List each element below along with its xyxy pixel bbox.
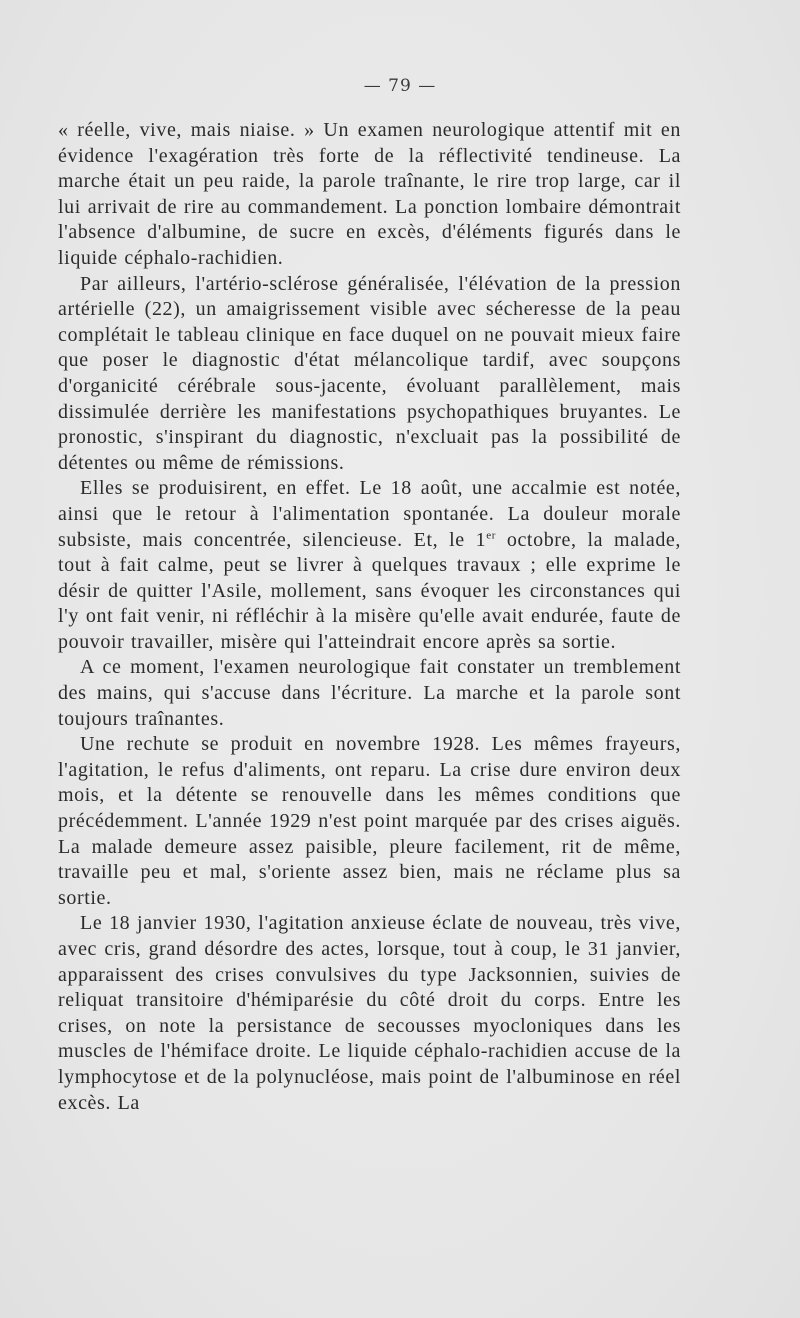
ordinal-superscript: er <box>486 528 496 541</box>
page-number: — 79 — <box>363 76 437 96</box>
paragraph-6: Le 18 janvier 1930, l'agitation anxieuse éclate de nouveau, très vive, avec cris, grand désordre des actes, lorsque, tout à coup, le 31 janvier, apparaissent des crises convulsives du type Jacksonnien, suivies de reliquat transitoire d'hémiparésie du côté droit du corps. Entre les crises, on note la persistance de secousses myocloniques dans les muscles de l'hémiface droite. Le liquide céphalo-rachidien accuse de la lymphocytose et de la polynucléose, mais point de l'albuminose en réel excès. La <box>58 912 681 1114</box>
paragraph-1: « réelle, vive, mais niaise. » Un examen neurologique attentif mit en évidence l'exagération très forte de la réflectivité tendineuse. La marche était un peu raide, la parole traînante, le rire trop large, car il lui arrivait de rire au commandement. La ponction lombaire démontrait l'absence d'albumine, de sucre en excès, d'éléments figurés dans le liquide céphalo-rachidien. <box>58 119 681 269</box>
paragraph-3-part-1: Elles se produisirent, en effet. Le 18 août, une accalmie est notée, ainsi que le retour à l'alimentation spontanée. La douleur morale subsiste, mais concentrée, silencieuse. Et, le 1 <box>58 477 681 551</box>
paragraph-2: Par ailleurs, l'artério-sclérose généralisée, l'élévation de la pression artérielle (22), un amaigrissement visible avec sécheresse de la peau complétait le tableau clinique en face duquel on ne pouvait mieux faire que poser le diagnostic d'état mélancolique tardif, avec soupçons d'organicité cérébrale sous-jacente, évoluant parallèlement, mais dissimulée derrière les manifestations psychopathiques bruyantes. Le pronostic, s'inspirant du diagnostic, n'excluait pas la possibilité de détentes ou même de rémissions. <box>58 272 681 474</box>
paragraph-4: A ce moment, l'examen neurologique fait constater un tremblement des mains, qui s'accuse dans l'écriture. La marche et la parole sont toujours traînantes. <box>58 656 681 730</box>
paragraph-3 <box>58 476 681 655</box>
paragraph-5: Une rechute se produit en novembre 1928. Les mêmes frayeurs, l'agitation, le refus d'aliments, ont reparu. La crise dure environ deux mois, et la détente se renouvelle dans les mêmes conditions que précédemment. L'année 1929 n'est point marquée par des crises aiguës. La malade demeure assez paisible, pleure facilement, rit de même, travaille peu et mal, s'oriente assez bien, mais ne réclame plus sa sortie. <box>58 733 681 909</box>
body-text <box>58 118 681 1116</box>
paragraph-3-part-2: octobre, la malade, tout à fait calme, peut se livrer à quelques travaux ; elle exprime le désir de quitter l'Asile, mollement, sans évoquer les circonstances qui l'y ont fait venir, ni réfléchir à la misère qu'elle avait endurée, faute de pouvoir travailler, misère qui l'atteindrait encore après sa sortie. <box>58 528 681 653</box>
